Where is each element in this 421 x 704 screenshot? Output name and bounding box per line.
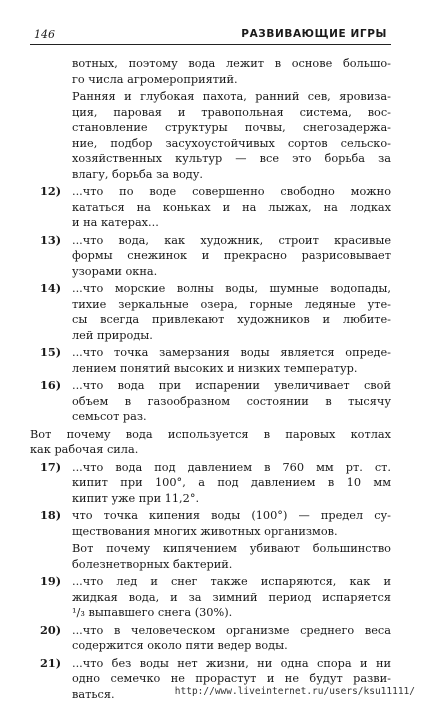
text-line: Вот почему кипячением убивают большинство [72,542,391,555]
text-line: жидкая вода, и за зимний период испаряется [72,590,391,604]
numbered-item [30,574,391,621]
text-line: ваться. [72,687,115,701]
numbered-item [30,281,391,343]
numbered-item [30,460,391,507]
text-line: ...что вода под давлением в 760 мм рт. ст. [72,460,391,474]
numbered-item [30,508,391,539]
item-number: 17) [40,459,62,474]
text-line: лей природы. [72,328,153,342]
text-line: ...что без воды нет жизни, ни одна спора и ни [72,656,391,670]
item-number: 12) [40,184,62,198]
page-header [30,28,391,45]
footer-url: http://www.liveinternet.ru/users/ksu11111/ [174,686,415,697]
text-line: ...что по воде совершенно свободно можно [72,185,391,198]
text-line: ...что вода при испарении увеличивает свой [72,379,391,392]
text-line: объем в газообразном состоянии в тысячу [72,394,391,408]
text-line: как рабочая сила. [30,443,139,456]
numbered-item [30,623,391,654]
text-line: содержится около пяти ведер воды. [72,639,288,652]
item-text [72,345,391,376]
boil-lines [72,541,391,572]
text-line: и на катерах... [72,216,159,229]
text-line: кипит уже при 11,2°. [72,491,200,505]
item-text [72,508,391,539]
numbered-item [30,184,391,231]
steam-lines [30,427,391,458]
text-line: что точка кипения воды (100°) — предел су- [72,509,391,522]
intro-paragraph [30,56,391,87]
text-line: го числа агромероприятий. [72,72,238,86]
items-list-3 [30,574,391,702]
text-line: лением понятий высоких и низких температур. [72,361,358,375]
text-line: вотных, поэтому вода лежит в основе большо- [72,57,391,70]
item-number: 20) [40,622,62,637]
text-line: формы снежинок и прекрасно разрисовывает [72,249,391,262]
agro-paragraph [30,89,391,182]
running-title: РАЗВИВАЮЩИЕ ИГРЫ [241,28,387,40]
text-line: кипит при 100°, а под давлением в 10 мм [72,476,391,489]
text-line: ...что лед и снег также испаряются, как и [72,575,391,588]
text-line: ...что морские волны воды, шумные водопады, [72,282,391,295]
item-text [72,623,391,654]
item-number: 13) [40,232,62,247]
text-line: одно семечко не прорастут и не будут разви- [72,672,391,685]
text-line: семьсот раз. [72,410,147,423]
item-number: 16) [40,378,62,392]
numbered-item [30,233,391,280]
boil-paragraph [30,541,391,572]
item-number: 19) [40,574,62,588]
item-number: 21) [40,655,62,670]
items-list-2 [30,460,391,540]
text-line: узорами окна. [72,264,158,278]
text-line: ...что точка замерзания воды является опреде- [72,346,391,359]
steam-paragraph [30,427,391,458]
text-line: ция, паровая и травопольная система, вос- [72,105,391,119]
items-list-1 [30,184,391,425]
text-line: хозяйственных культур — все это борьба за [72,152,391,165]
item-number: 15) [40,345,62,359]
text-line: влагу, борьба за воду. [72,167,203,181]
text-line: кататься на коньках и на лыжах, на лодках [72,200,391,214]
text-line: Ранняя и глубокая пахота, ранний сев, яровиза- [72,90,391,103]
text-line: ществования многих животных организмов. [72,524,338,538]
item-text [72,378,391,425]
page-number: 146 [34,28,55,41]
item-number: 14) [40,281,62,295]
text-line: болезнетворных бактерий. [72,557,233,571]
page-content [30,56,391,704]
text-line: сы всегда привлекают художников и любите- [72,313,391,326]
item-text [72,233,391,280]
item-number: 18) [40,508,62,522]
agro-lines [72,89,391,182]
text-line: ...что в человеческом организме среднего веса [72,623,391,637]
text-line: тихие зеркальные озера, горные ледяные уте- [72,297,391,311]
item-text [72,184,391,231]
text-line: ние, подбор засухоустойчивых сортов сельско- [72,136,391,150]
text-line: ¹/₃ выпавшего снега (30%). [72,606,233,619]
item-text [72,281,391,343]
text-line: ...что вода, как художник, строит красивые [72,233,391,247]
item-text [72,460,391,507]
item-text [72,574,391,621]
numbered-item [30,378,391,425]
numbered-item [30,345,391,376]
text-line: становление структуры почвы, снегозадержа- [72,121,391,134]
intro-lines [72,56,391,87]
text-line: Вот почему вода используется в паровых котлах [30,427,391,441]
